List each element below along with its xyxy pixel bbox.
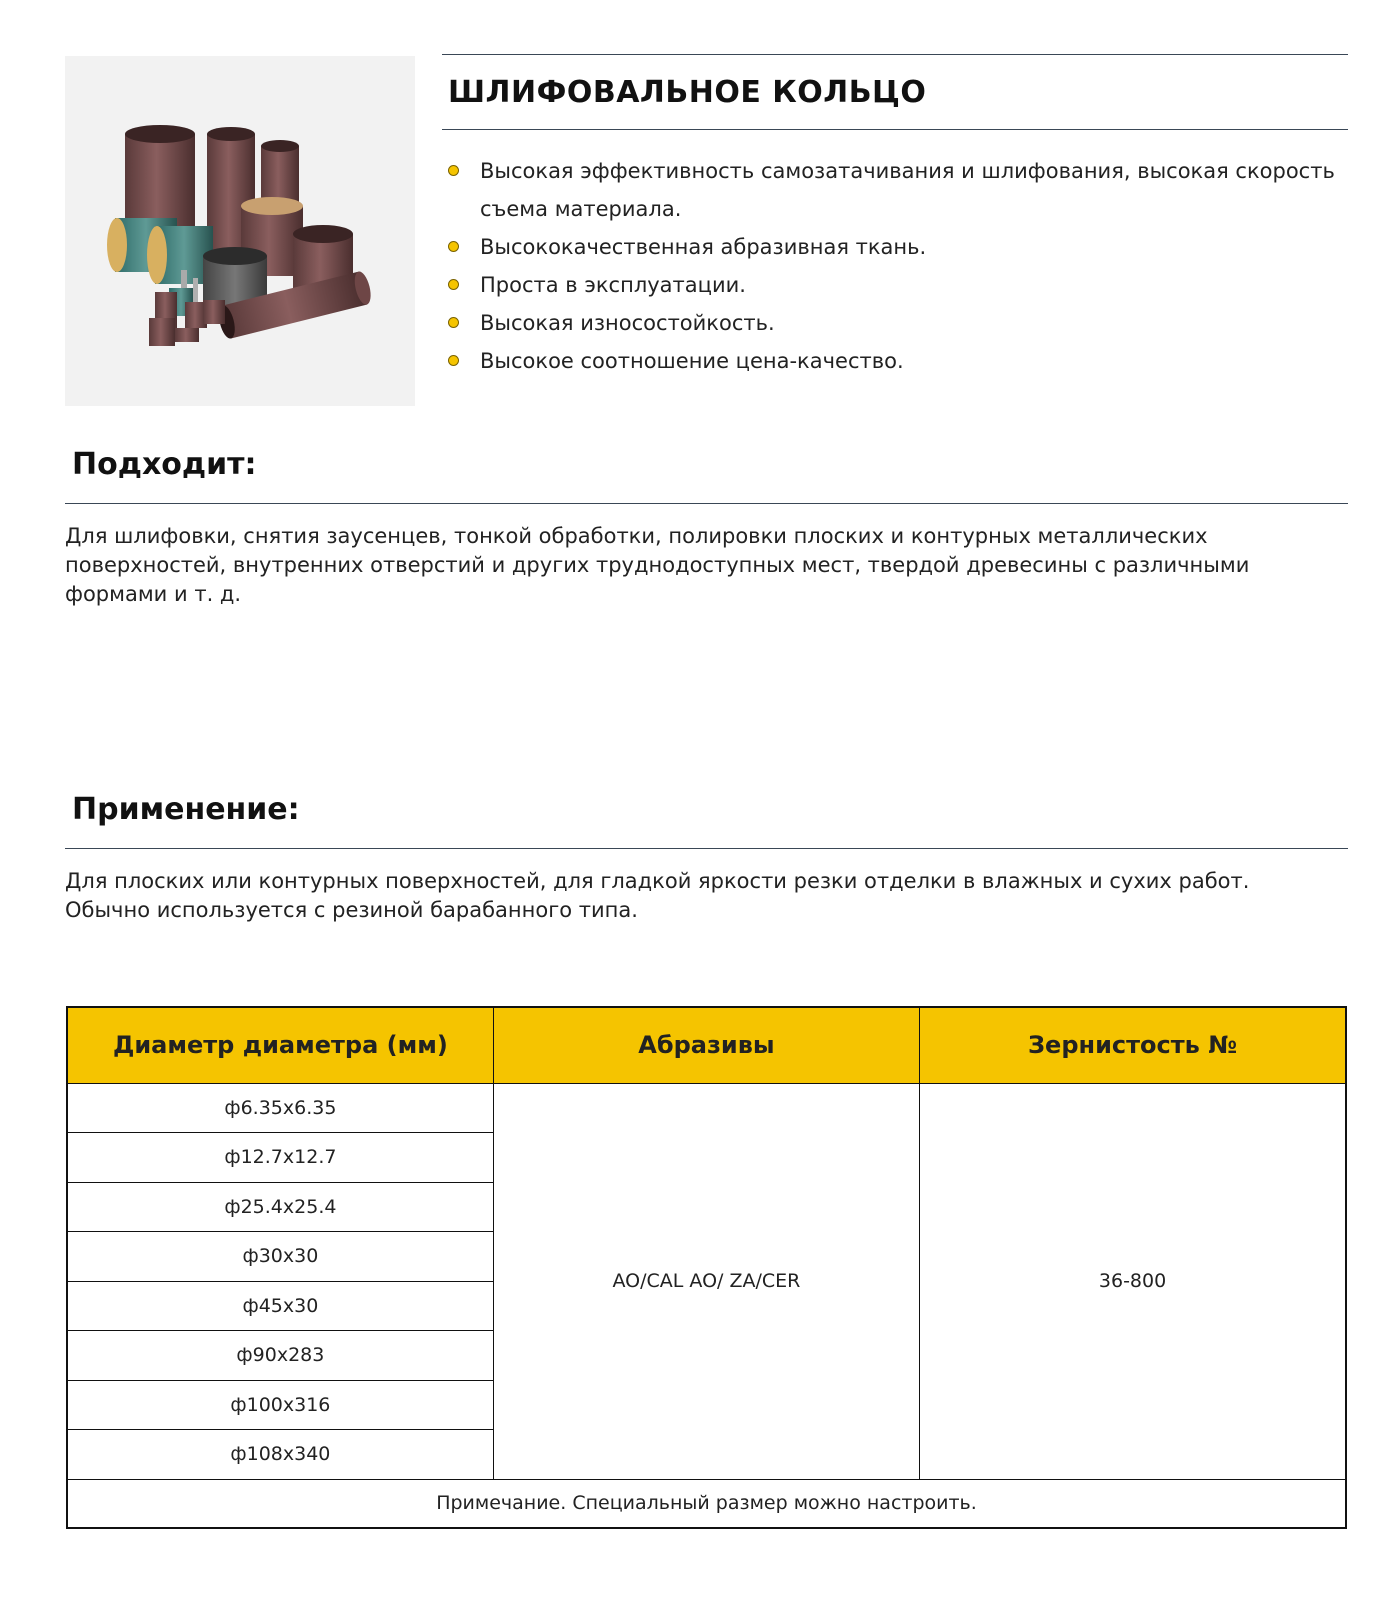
feature-item: Высококачественная абразивная ткань. [442,228,1348,266]
size-cell: ф108x340 [67,1430,493,1480]
size-cell: ф90x283 [67,1331,493,1381]
grit-cell: 36-800 [920,1083,1346,1479]
product-title: ШЛИФОВАЛЬНОЕ КОЛЬЦО [448,75,927,110]
size-cell: ф30x30 [67,1232,493,1282]
application-text: Для плоских или контурных поверхностей, для гладкой яркости резки отделки в влажных и сухих работ. Обычно используется с резиной барабанного типа. [65,869,1250,922]
feature-item: Высокая износостойкость. [442,304,1348,342]
abrasives-cell: AO/CAL AO/ ZA/CER [493,1083,919,1479]
size-cell: ф100x316 [67,1380,493,1430]
size-cell: ф25.4x25.4 [67,1182,493,1232]
header-abrasives: Абразивы [493,1007,919,1083]
product-header [442,54,1348,380]
sanding-sleeves-illustration [65,56,415,406]
feature-item: Высокое соотношение цена-качество. [442,342,1348,380]
suitable-title: Подходит: [72,447,257,482]
size-cell: ф12.7x12.7 [67,1133,493,1183]
table-note: Примечание. Специальный размер можно настроить. [67,1479,1346,1528]
feature-item: Проста в эксплуатации. [442,266,1348,304]
feature-list [442,152,1348,380]
header-diameter: Диаметр диаметра (мм) [67,1007,493,1083]
suitable-section [65,447,1348,609]
title-bottom-rule [442,129,1348,130]
table-note-row [67,1479,1346,1528]
application-title: Применение: [72,792,300,827]
feature-item: Высокая эффективность самозатачивания и шлифования, высокая скорость съема материала. [442,152,1348,228]
table-header-row [67,1007,1346,1083]
table-row [67,1083,1346,1133]
size-cell: ф6.35x6.35 [67,1083,493,1133]
application-section [65,792,1348,925]
application-rule [65,848,1348,849]
spec-table [66,1006,1347,1529]
header-grit: Зернистость № [920,1007,1346,1083]
suitable-text: Для шлифовки, снятия заусенцев, тонкой обработки, полировки плоских и контурных металлических поверхностей, внутренних отверстий и других труднодоступных мест, твердой древесины с различными формами и т. д. [65,524,1250,606]
size-cell: ф45x30 [67,1281,493,1331]
suitable-rule [65,503,1348,504]
product-image [65,56,415,406]
